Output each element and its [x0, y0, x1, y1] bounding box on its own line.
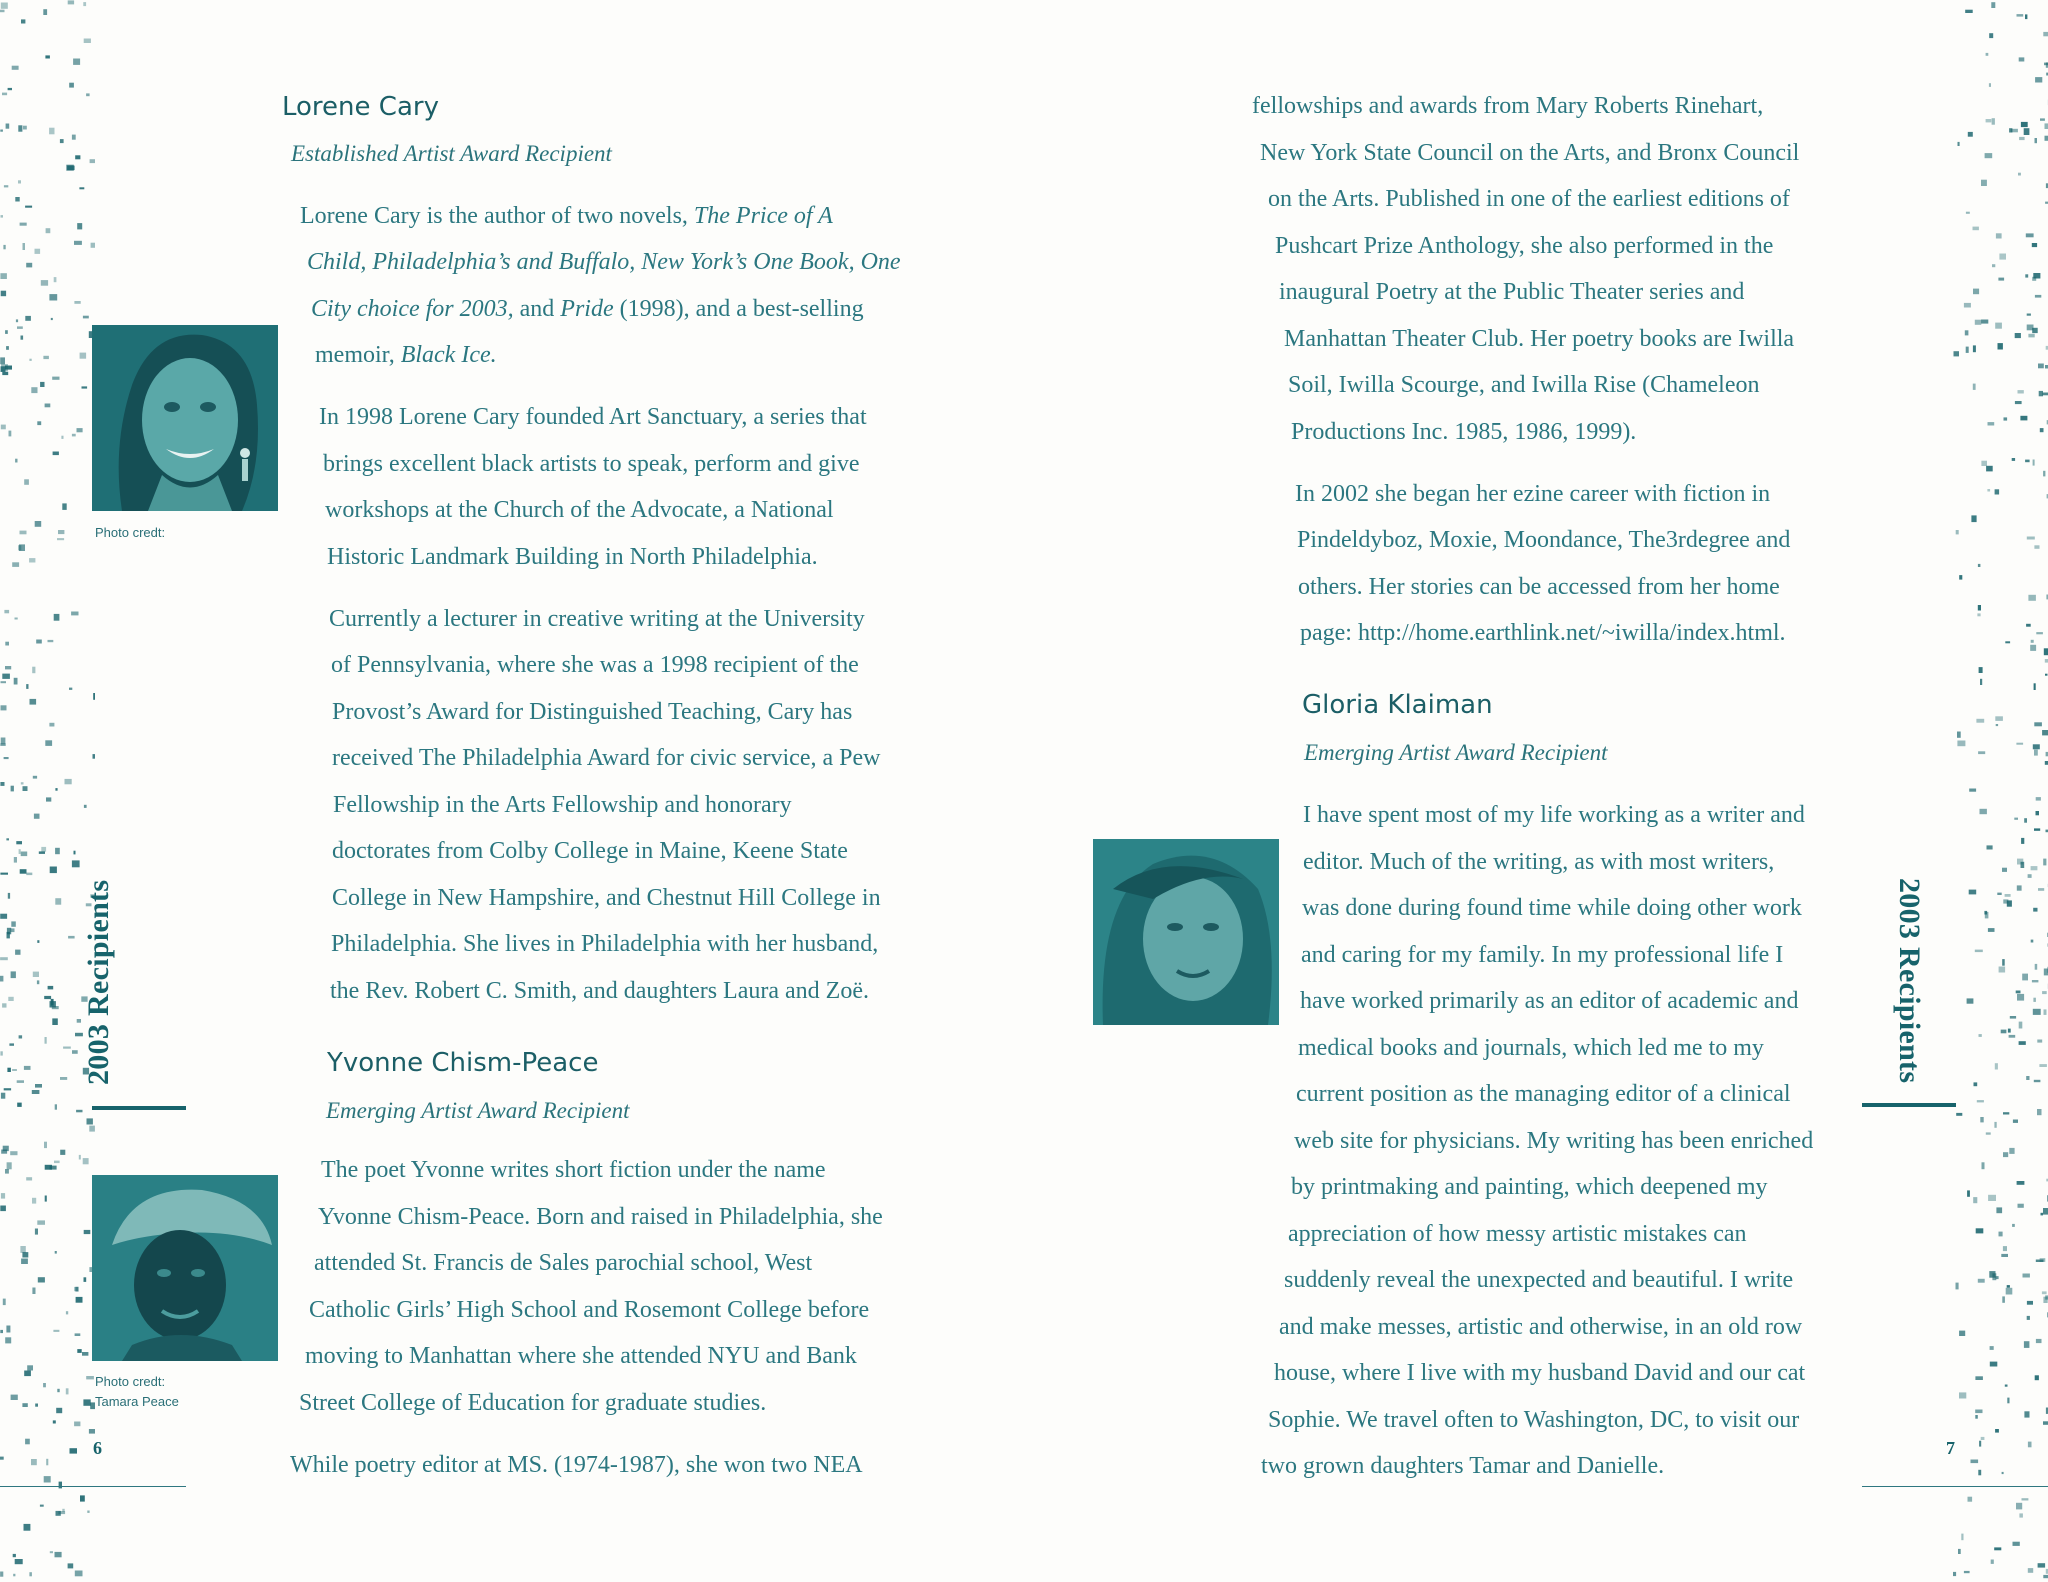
speckle-dot	[2003, 1112, 2009, 1114]
speckle-dot	[1959, 1392, 1966, 1398]
speckle-dot	[1979, 667, 1983, 673]
bio-line: others. Her stories can be accessed from her home	[1298, 574, 1780, 600]
speckle-dot	[1991, 1560, 1994, 1564]
speckle-dot	[2003, 899, 2008, 903]
speckle-dot	[2025, 274, 2028, 277]
speckle-dot	[2045, 674, 2048, 676]
footer-rule	[0, 1486, 186, 1487]
speckle-dot	[1958, 1549, 1961, 1554]
speckle-dot	[1976, 719, 1984, 723]
speckle-dot	[2016, 1503, 2022, 1510]
speckle-dot	[2016, 743, 2023, 745]
speckle-dot	[2019, 1041, 2026, 1045]
speckle-dot	[2021, 838, 2024, 844]
speckle-dot	[2008, 1029, 2011, 1033]
speckle-dot	[2042, 730, 2048, 735]
bio-line: Lorene Cary is the author of two novels, The Price of A	[300, 203, 833, 229]
bio-line: two grown daughters Tamar and Danielle.	[1261, 1453, 1665, 1479]
speckle-dot	[2002, 1472, 2004, 1474]
speckle-dot	[2032, 243, 2037, 247]
speckle-dot	[1981, 461, 1987, 466]
speckle-dot	[2013, 1120, 2018, 1123]
speckle-dot	[2035, 964, 2038, 970]
speckle-dot	[1995, 716, 2003, 721]
bio-line: College in New Hampshire, and Chestnut Hill College in	[332, 885, 881, 911]
speckle-dot	[1957, 732, 1961, 738]
speckle-dot	[1969, 789, 1976, 792]
speckle-dot	[2023, 1274, 2030, 1278]
bio-line: Pushcart Prize Anthology, she also performed in the	[1275, 233, 1774, 259]
speckle-dot	[2025, 460, 2030, 463]
speckle-dot	[2044, 1009, 2047, 1015]
speckle-dot	[2034, 828, 2040, 830]
portrait-lorene-cary	[92, 325, 278, 511]
speckle-dot	[2010, 1016, 2016, 1019]
bio-line: web site for physicians. My writing has been enriched	[1294, 1128, 1814, 1154]
bio-line: the Rev. Robert C. Smith, and daughters Laura and Zoë.	[330, 978, 869, 1004]
speckle-dot	[2017, 885, 2022, 890]
speckle-dot	[1956, 530, 1959, 534]
speckle-dot	[2005, 641, 2010, 643]
speckle-dot	[2042, 393, 2048, 396]
speckle-dot	[2043, 859, 2046, 866]
bio-line: attended St. Francis de Sales parochial school, West	[314, 1250, 813, 1276]
speckle-dot	[1973, 289, 1979, 295]
speckle-dot	[1986, 1132, 1991, 1134]
speckle-dot	[1978, 1470, 1981, 1476]
speckle-dot	[2019, 1513, 2023, 1517]
bio-line: page: http://home.earthlink.net/~iwilla/index.html.	[1300, 620, 1786, 646]
speckle-dot	[1973, 345, 1976, 352]
speckle-dot	[1974, 1082, 1978, 1086]
speckle-dot	[2026, 233, 2034, 237]
speckle-dot	[2031, 940, 2034, 943]
speckle-dot	[2002, 1296, 2005, 1302]
speckle-dot	[1975, 950, 1983, 953]
speckle-dot	[1977, 613, 1980, 616]
speckle-dot	[1986, 53, 1989, 56]
speckle-dot	[2030, 645, 2036, 651]
speckle-dot	[1969, 890, 1977, 895]
speckle-dot	[2039, 1064, 2047, 1067]
bio-line: Philadelphia. She lives in Philadelphia with her husband,	[331, 931, 879, 957]
photo-credit-label: Photo credt:	[95, 525, 166, 540]
speckle-dot	[2035, 1375, 2039, 1380]
bio-line: memoir, Black Ice.	[315, 342, 497, 368]
speckle-dot	[2019, 137, 2025, 140]
speckle-dot	[2017, 994, 2024, 1001]
speckle-dot	[2027, 537, 2035, 540]
bio-line: brings excellent black artists to speak, perform and give	[323, 451, 860, 477]
speckle-dot	[2025, 14, 2027, 19]
recipient-name-yvonne-chism-peace: Yvonne Chism-Peace	[327, 1048, 599, 1078]
speckle-dot	[1996, 724, 1998, 726]
bio-line: moving to Manhattan where she attended NYU and Bank	[305, 1343, 857, 1369]
bio-line: New York State Council on the Arts, and Bronx Council	[1260, 140, 1800, 166]
bio-line: medical books and journals, which led me to my	[1298, 1035, 1764, 1061]
speckle-dot	[1957, 741, 1965, 747]
speckle-dot	[1985, 912, 1989, 919]
bio-line: I have spent most of my life working as a writer and	[1303, 802, 1805, 828]
photo-credit-lorene	[95, 523, 165, 543]
speckle-dot	[2037, 1040, 2042, 1043]
speckle-dot	[2028, 1442, 2032, 1448]
bio-line: of Pennsylvania, where she was a 1998 recipient of the	[331, 652, 859, 678]
bio-line: While poetry editor at MS. (1974-1987), she won two NEA	[290, 1452, 863, 1478]
speckle-dot	[1978, 751, 1985, 754]
speckle-dot	[1982, 1162, 1985, 1169]
bio-line: The poet Yvonne writes short fiction under the name	[321, 1157, 826, 1183]
speckle-dot	[1995, 1429, 1999, 1433]
speckle-dot	[2006, 1288, 2013, 1295]
speckle-dot	[1995, 323, 2002, 329]
speckle-dot	[2032, 980, 2039, 982]
speckle-dot	[1992, 118, 1995, 125]
speckle-dot	[2034, 1080, 2041, 1082]
speckle-dot	[2018, 173, 2021, 176]
speckle-dot	[2044, 648, 2048, 655]
speckle-dot	[2016, 991, 2021, 994]
speckle-dot	[2017, 1181, 2025, 1185]
speckle-dot	[1997, 893, 2001, 895]
bio-line: Street College of Education for graduate studies.	[299, 1390, 767, 1416]
speckle-border-right	[1953, 0, 2048, 1582]
speckle-dot	[2007, 1285, 2010, 1288]
speckle-dot	[2021, 122, 2028, 127]
speckle-dot	[1992, 264, 1995, 267]
speckle-dot	[1985, 153, 1993, 158]
speckle-dot	[2044, 969, 2048, 976]
speckle-dot	[1973, 384, 1976, 390]
speckle-dot	[1961, 1534, 1963, 1541]
speckle-dot	[2028, 334, 2034, 338]
speckle-dot	[2034, 750, 2038, 756]
bio-line: Child, Philadelphia’s and Buffalo, New York’s One Book, One	[307, 249, 901, 275]
speckle-dot	[2024, 1341, 2030, 1348]
speckle-dot	[2043, 1421, 2048, 1425]
bio-line: was done during found time while doing other work	[1302, 895, 1802, 921]
recipient-role-yvonne-chism-peace: Emerging Artist Award Recipient	[326, 1098, 630, 1123]
bio-line: Fellowship in the Arts Fellowship and honorary	[333, 792, 792, 818]
speckle-dot	[2044, 63, 2048, 66]
speckle-dot	[1998, 278, 2004, 281]
speckle-dot	[2014, 818, 2018, 820]
speckle-dot	[2031, 640, 2034, 643]
speckle-dot	[2034, 683, 2036, 690]
speckle-dot	[1989, 83, 1991, 87]
speckle-dot	[2034, 545, 2039, 549]
speckle-dot	[1975, 1376, 1983, 1380]
speckle-dot	[2035, 138, 2038, 143]
speckle-dot	[1994, 1547, 2001, 1550]
page-number: 6	[93, 1438, 102, 1458]
speckle-dot	[2036, 1339, 2042, 1343]
recipient-role-lorene-cary: Established Artist Award Recipient	[291, 141, 612, 166]
section-rule	[92, 1106, 186, 1110]
speckle-dot	[2020, 416, 2027, 421]
bio-line: received The Philadelphia Award for civic service, a Pew	[332, 745, 881, 771]
speckle-dot	[2040, 1258, 2046, 1262]
bio-line: Catholic Girls’ High School and Rosemont College before	[309, 1297, 870, 1323]
speckle-dot	[1978, 605, 1981, 611]
speckle-dot	[2045, 123, 2048, 129]
speckle-dot	[1954, 351, 1960, 356]
speckle-dot	[2018, 1204, 2024, 1208]
speckle-dot	[1966, 212, 1970, 214]
speckle-dot	[1966, 347, 1969, 353]
speckle-dot	[1987, 489, 1990, 492]
bio-line: appreciation of how messy artistic mistakes can	[1288, 1221, 1747, 1247]
speckle-dot	[1956, 1113, 1962, 1116]
bio-line: current position as the managing editor of a clinical	[1296, 1081, 1791, 1107]
speckle-dot	[2033, 1009, 2041, 1015]
speckle-dot	[2009, 1148, 2014, 1154]
bio-line: Currently a lecturer in creative writing at the University	[329, 606, 865, 632]
speckle-dot	[2009, 1035, 2016, 1038]
speckle-dot	[2038, 364, 2044, 369]
footer-rule-right	[1862, 1486, 2048, 1487]
speckle-dot	[1996, 1207, 2002, 1213]
speckle-dot	[2042, 1291, 2047, 1294]
speckle-dot	[2035, 77, 2042, 82]
speckle-dot	[1959, 1331, 1965, 1336]
speckle-dot	[2015, 333, 2021, 338]
bio-line: Sophie. We travel often to Washington, DC, to visit our	[1268, 1407, 1800, 1433]
speckle-dot	[2040, 428, 2044, 432]
speckle-dot	[1986, 119, 1992, 122]
bio-line: have worked primarily as an editor of academic and	[1300, 988, 1799, 1014]
bio-line: fellowships and awards from Mary Roberts Rinehart,	[1252, 93, 1764, 119]
speckle-dot	[2015, 401, 2022, 404]
speckle-dot	[2022, 1498, 2029, 1500]
speckle-dot	[1988, 422, 1995, 425]
speckle-dot	[1989, 33, 1993, 38]
speckle-dot	[1973, 1197, 1977, 1203]
speckle-dot	[2012, 458, 2015, 461]
speckle-dot	[2040, 118, 2045, 120]
recipient-name-gloria-klaiman: Gloria Klaiman	[1302, 690, 1493, 720]
speckle-dot	[2021, 862, 2025, 868]
speckle-dot	[1971, 1460, 1979, 1464]
speckle-dot	[2043, 32, 2048, 36]
bio-line: workshops at the Church of the Advocate, a National	[325, 497, 834, 523]
bio-line: and caring for my family. In my professional life I	[1301, 942, 1784, 968]
bio-line: Soil, Iwilla Scourge, and Iwilla Rise (Chameleon	[1288, 372, 1760, 398]
speckle-dot	[2019, 1022, 2023, 1029]
speckle-dot	[2018, 390, 2024, 393]
bio-line: on the Arts. Published in one of the earliest editions of	[1268, 186, 1790, 212]
speckle-dot	[2005, 1385, 2008, 1387]
speckle-dot	[2026, 1076, 2029, 1080]
speckle-dot	[1980, 679, 1982, 685]
speckle-dot	[1999, 1232, 2003, 1237]
speckle-dot	[2043, 1297, 2047, 1303]
speckle-dot	[1981, 1437, 1985, 1440]
bio-line: and make messes, artistic and otherwise, in an old row	[1279, 1314, 1803, 1340]
bio-line: Manhattan Theater Club. Her poetry books are Iwilla	[1284, 326, 1795, 352]
bio-line: Yvonne Chism-Peace. Born and raised in Philadelphia, she	[318, 1204, 883, 1230]
speckle-dot	[1967, 998, 1974, 1003]
bio-line: by printmaking and painting, which deepened my	[1291, 1174, 1768, 1200]
speckle-dot	[1959, 575, 1962, 580]
portrait-yvonne-chism-peace	[92, 1175, 278, 1361]
speckle-dot	[1971, 515, 1976, 522]
speckle-dot	[2035, 295, 2041, 298]
section-title-vertical-right: 2003 Recipients	[1893, 878, 1926, 1084]
portrait-gloria-klaiman	[1093, 839, 1279, 1025]
speckle-dot	[1980, 809, 1987, 814]
speckle-dot	[1975, 1415, 1978, 1419]
speckle-dot	[1988, 928, 1995, 932]
bio-line: In 2002 she began her ezine career with fiction in	[1295, 481, 1771, 507]
speckle-dot	[2031, 866, 2038, 870]
speckle-dot	[2027, 314, 2031, 316]
speckle-dot	[2013, 1542, 2020, 1546]
bio-line: In 1998 Lorene Cary founded Art Sanctuary, a series that	[319, 404, 867, 430]
speckle-dot	[1968, 132, 1973, 137]
speckle-dot	[1996, 233, 2002, 238]
speckle-dot	[2004, 417, 2008, 420]
speckle-dot	[2041, 1213, 2044, 1216]
speckle-dot	[2043, 1575, 2048, 1578]
speckle-dot	[2038, 1563, 2046, 1567]
speckle-dot	[2042, 991, 2047, 994]
speckle-dot	[1956, 1283, 1959, 1290]
speckle-dot	[2024, 1411, 2029, 1417]
speckle-dot	[1958, 142, 1960, 146]
speckle-dot	[1995, 489, 2000, 494]
section-title-vertical: 2003 Recipients	[82, 879, 115, 1085]
photo-credit-label: Photo credt:	[95, 1374, 166, 1389]
speckle-dot	[2017, 14, 2024, 17]
speckle-dot	[2032, 328, 2038, 333]
speckle-dot	[2005, 894, 2011, 897]
speckle-dot	[2012, 1224, 2015, 1227]
photo-credit-yvonne	[95, 1372, 179, 1412]
speckle-dot	[2024, 128, 2030, 135]
speckle-dot	[1953, 1572, 1956, 1576]
section-rule-right	[1862, 1103, 1956, 1107]
speckle-dot	[2027, 1301, 2033, 1305]
speckle-dot	[1967, 1190, 1970, 1196]
bio-line: house, where I live with my husband David and our cat	[1274, 1360, 1806, 1386]
speckle-dot	[1964, 303, 1971, 308]
speckle-dot	[2003, 1152, 2008, 1157]
bio-line: suddenly reveal the unexpected and beautiful. I write	[1284, 1267, 1794, 1293]
bio-line: Pindeldyboz, Moxie, Moondance, The3rdegree and	[1297, 527, 1791, 553]
speckle-dot	[2009, 128, 2012, 132]
speckle-dot	[2034, 722, 2042, 726]
bio-line: inaugural Poetry at the Public Theater series and	[1279, 279, 1745, 305]
speckle-dot	[2024, 818, 2027, 823]
speckle-dot	[2003, 1246, 2007, 1251]
speckle-dot	[1978, 1279, 1985, 1283]
speckle-dot	[2028, 1568, 2033, 1573]
speckle-dot	[1977, 1100, 1984, 1102]
speckle-dot	[2028, 595, 2036, 601]
speckle-dot	[2002, 868, 2007, 872]
speckle-dot	[2001, 1030, 2007, 1034]
speckle-dot	[2007, 1398, 2009, 1404]
speckle-dot	[2045, 136, 2048, 141]
speckle-dot	[2033, 998, 2036, 1002]
speckle-dot	[1990, 1362, 1998, 1367]
speckle-dot	[1975, 320, 1982, 325]
speckle-dot	[1990, 1346, 1994, 1350]
speckle-dot	[1981, 320, 1988, 324]
speckle-dot	[2026, 624, 2031, 627]
speckle-dot	[2001, 1254, 2008, 1257]
speckle-dot	[2037, 1109, 2042, 1115]
speckle-dot	[2036, 797, 2041, 801]
speckle-dot	[1965, 10, 1973, 13]
speckle-dot	[1999, 967, 2006, 973]
speckle-dot	[1999, 254, 2006, 260]
bio-line: doctorates from Colby College in Maine, Keene State	[332, 838, 848, 864]
speckle-dot	[2038, 888, 2044, 891]
speckle-dot	[1968, 1497, 1973, 1502]
bio-line: editor. Much of the writing, as with most writers,	[1303, 849, 1775, 875]
speckle-dot	[1987, 845, 1993, 849]
speckle-dot	[2033, 908, 2037, 912]
speckle-dot	[2043, 471, 2045, 477]
speckle-dot	[1979, 1441, 1981, 1447]
speckle-dot	[1996, 1276, 1999, 1279]
recipient-role-gloria-klaiman: Emerging Artist Award Recipient	[1304, 740, 1608, 765]
speckle-dot	[1965, 330, 1969, 335]
page-number-right: 7	[1946, 1438, 1955, 1458]
speckle-dot	[1964, 1571, 1970, 1573]
speckle-dot	[1998, 343, 2003, 349]
speckle-dot	[2002, 959, 2005, 966]
recipient-name-lorene-cary: Lorene Cary	[282, 92, 439, 122]
bio-line: Productions Inc. 1985, 1986, 1999).	[1291, 419, 1637, 445]
speckle-dot	[1973, 227, 1979, 231]
photo-credit-name: Tamara Peace	[95, 1394, 179, 1409]
speckle-dot	[1981, 180, 1987, 186]
speckle-dot	[2027, 1316, 2030, 1320]
speckle-dot	[1991, 2, 1995, 8]
speckle-dot	[2028, 874, 2032, 878]
speckle-dot	[1980, 1117, 1983, 1122]
speckle-dot	[1978, 564, 1981, 567]
bio-line: City choice for 2003, and Pride (1998), and a best-selling	[311, 296, 864, 322]
speckle-dot	[1986, 466, 1993, 472]
speckle-dot	[2033, 460, 2035, 466]
bio-line: Provost’s Award for Distinguished Teaching, Cary has	[332, 699, 853, 725]
speckle-dot	[1975, 1410, 1982, 1414]
speckle-dot	[1994, 1122, 1996, 1128]
speckle-dot	[2019, 57, 2025, 61]
speckle-dot	[1995, 1063, 1998, 1069]
speckle-dot	[2039, 391, 2043, 396]
speckle-dot	[2036, 811, 2040, 815]
speckle-dot	[1988, 1195, 1996, 1201]
speckle-dot	[2043, 1208, 2048, 1215]
speckle-dot	[2033, 744, 2040, 749]
bio-line: Historic Landmark Building in North Philadelphia.	[327, 544, 818, 570]
speckle-dot	[1979, 1034, 1982, 1037]
speckle-dot	[1976, 1228, 1984, 1233]
speckle-dot	[2032, 277, 2036, 281]
speckle-dot	[2036, 632, 2043, 634]
speckle-dot	[2022, 974, 2028, 981]
